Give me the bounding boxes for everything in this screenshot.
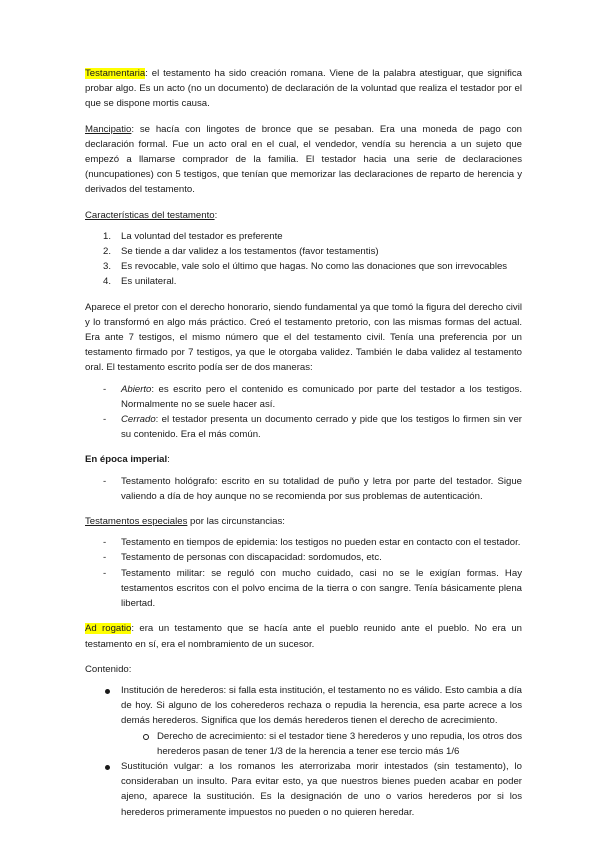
list-item <box>85 566 522 612</box>
list-item-text: Institución de herederos: si falla esta institución, el testamento no es válido. Esto cambia a día de hoy. Si alguno de los coherederos rechaza o repudia la herencia, esa parte acrece a los demás herederos. Significa que los demás herederos tienen el derecho de acrecimiento. <box>121 684 522 727</box>
paragraph-text: Aparece el pretor con el derecho honorario, siendo fundamental ya que tomó la figura del derecho civil y lo transformó en algo más práctico. Creó el testamento pretorio, con las mismas formas del actual. Era ante 7 testigos, el mismo número que el del testamento civil. Tenía una preferencia por un testamento firmado por 7 testigos, ya que le otorgaba validez. También le daba validez al testamento oral. El testamento escrito podía ser de dos maneras: <box>85 301 522 374</box>
list-item-text: Derecho de acrecimiento: si el testador tiene 3 herederos y uno repudia, los otros dos herederos pasan de tener 1/3 de la herencia a tener ese tercio más 1/6 <box>157 730 522 757</box>
list-item <box>85 229 522 244</box>
heading-testamentos-especiales <box>85 514 522 529</box>
heading-colon: : <box>214 209 218 221</box>
list-item-text: Se tiende a dar validez a los testamentos (favor testamentis) <box>121 246 379 258</box>
italic-term: Abierto <box>121 383 152 395</box>
list-item-text: : el testador presenta un documento cerrado y pide que los testigos lo firmen sin ver su contenido. Era el más común. <box>121 414 522 441</box>
paragraph-text: : era un testamento que se hacía ante el pueblo reunido ante el pueblo. No era un testamento en sí, era el nombramiento de un sucesor. <box>85 623 523 650</box>
bullet-icon <box>105 689 110 694</box>
bullet-list <box>85 683 522 820</box>
numbered-list <box>85 229 522 290</box>
dash-marker: - <box>103 567 107 579</box>
list-item-text: : es escrito pero el contenido es comunicado por parte del testador a los testigos. Normalmente no se suele hacer así. <box>121 383 522 410</box>
section-heading: Características del testamento <box>85 209 215 221</box>
paragraph-ad-rogatio <box>85 621 522 651</box>
highlighted-term: Ad rogatio <box>85 623 132 635</box>
bullet-icon <box>105 765 110 770</box>
dash-marker: - <box>103 475 107 487</box>
list-item-text: Testamento en tiempos de epidemia: los testigos no pueden estar en contacto con el testador. <box>121 537 521 549</box>
sub-list <box>121 729 522 759</box>
sub-list-item <box>85 729 522 759</box>
paragraph-text: : el testamento ha sido creación romana. Viene de la palabra atestiguar, que significa probar algo. Es un acto (no un documento) de declaración de la voluntad que realiza el testador por el que se dispone mortis causa. <box>85 68 522 110</box>
list-item-text: Es revocable, vale solo el último que hagas. No como las donaciones que son irrevocables <box>121 261 508 273</box>
list-number: 2. <box>103 246 112 258</box>
list-item <box>85 535 522 550</box>
list-item-text: La voluntad del testador es preferente <box>121 230 283 242</box>
heading-rest: por las circunstancias: <box>187 516 285 528</box>
list-item <box>85 274 522 289</box>
list-item-text: Testamento hológrafo: escrito en su totalidad de puño y letra por parte del testador. Sigue valiendo a día de hoy aunque no se recomienda por sus problemas de autenticación. <box>121 475 522 502</box>
section-heading: Contenido: <box>85 663 132 675</box>
heading-caracteristicas <box>85 208 522 223</box>
dash-list <box>85 535 522 611</box>
list-item-text: Es unilateral. <box>121 276 177 288</box>
dash-list <box>85 382 522 443</box>
circle-bullet-icon <box>143 734 149 740</box>
paragraph-text: : se hacía con lingotes de bronce que se pesaban. Era una moneda de pago con declaración formal. Fue un acto oral en el cual, el vendedor, vendía su herencia a un sujeto que empezó a llamarse comprador de la familia. El testador hacia una serie de declaraciones (nuncupationes) con 5 testigos, que tenían que memorizar las declaraciones de reparto de herencia y derivados del testamento. <box>85 123 522 196</box>
list-item <box>85 683 522 759</box>
heading-colon: : <box>167 454 170 466</box>
list-number: 4. <box>103 276 112 288</box>
section-heading: Testamentos especiales <box>85 516 188 528</box>
list-item-text: Testamento de personas con discapacidad: sordomudos, etc. <box>121 552 382 564</box>
document-body <box>85 66 522 820</box>
paragraph-pretor <box>85 300 522 376</box>
list-item <box>85 759 522 820</box>
paragraph-mancipatio <box>85 122 522 198</box>
list-item <box>85 382 522 412</box>
list-item <box>85 412 522 442</box>
list-item <box>85 474 522 504</box>
dash-list <box>85 474 522 504</box>
list-item <box>85 259 522 274</box>
dash-marker: - <box>103 537 107 549</box>
list-item <box>85 244 522 259</box>
underlined-term: Mancipatio <box>85 123 132 135</box>
paragraph-testamentaria <box>85 66 522 112</box>
italic-term: Cerrado <box>121 414 156 426</box>
dash-marker: - <box>103 552 107 564</box>
list-item <box>85 550 522 565</box>
section-heading: En época imperial <box>85 454 168 466</box>
list-item-text: Sustitución vulgar: a los romanos les aterrorizaba morir intestados (sin testamento), lo consideraban un insulto. Para evitar esto, ya que nuestros bienes pueden acabar en poder ajeno, aparece la sustitución. Es la designación de uno o varios herederos por si los herederos primeramente impuestos no pueden o no quieren heredar. <box>121 760 522 818</box>
list-number: 1. <box>103 230 112 242</box>
highlighted-term: Testamentaria <box>85 68 146 79</box>
list-number: 3. <box>103 261 112 273</box>
list-item-text: Testamento militar: se reguló con mucho cuidado, casi no se le exigían formas. Hay testamentos escritos con el polvo encima de la tierra o con sangre. Tenía básicamente plena libertad. <box>121 567 522 610</box>
heading-epoca-imperial <box>85 452 522 467</box>
dash-marker: - <box>103 414 107 426</box>
heading-contenido <box>85 662 522 677</box>
dash-marker: - <box>103 383 107 395</box>
